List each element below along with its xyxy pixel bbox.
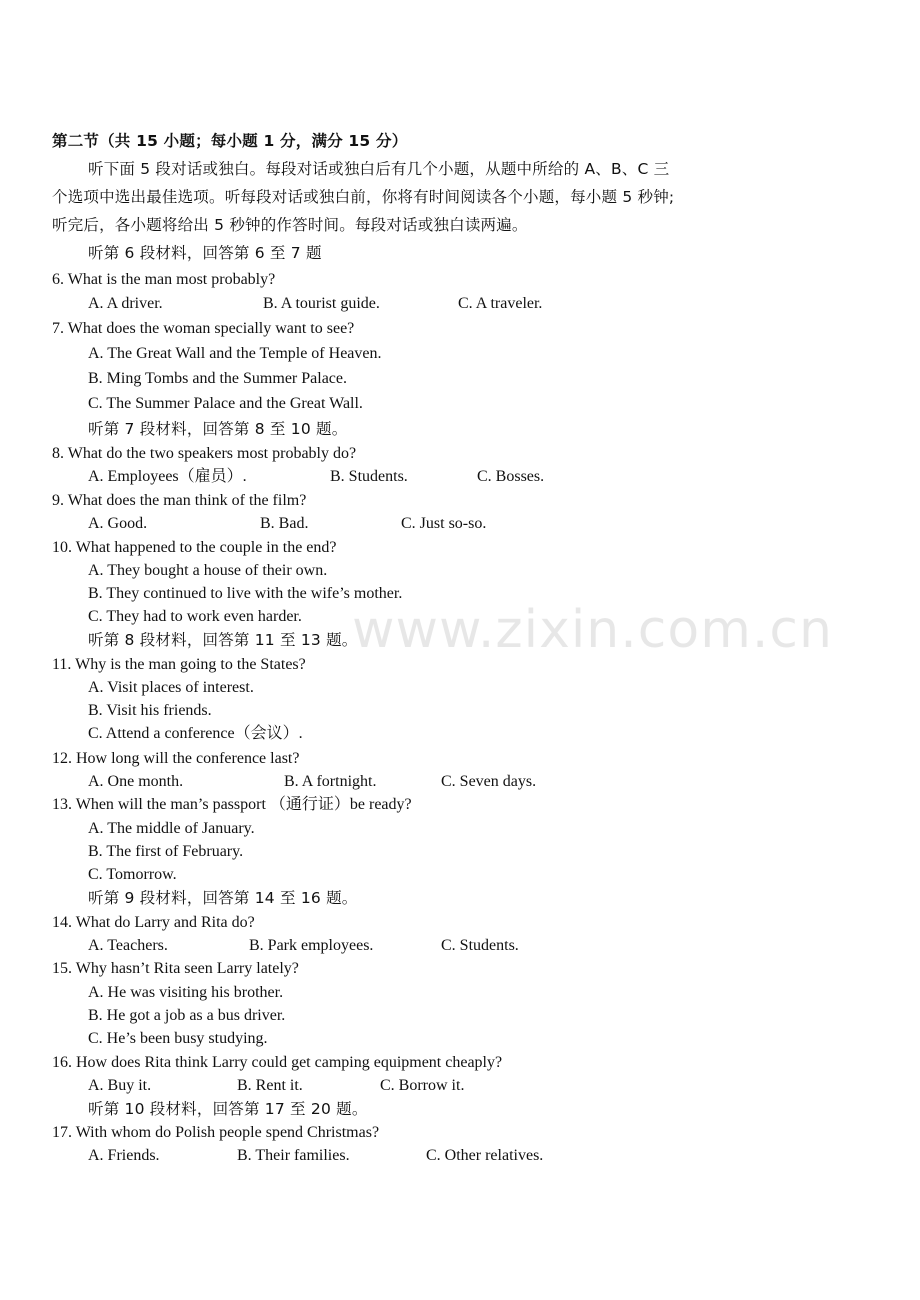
instructions-line-1: 听下面 5 段对话或独白。每段对话或独白后有几个小题，从题中所给的 A、B、C 三 xyxy=(88,160,670,178)
option-b: B. Students. xyxy=(330,468,408,485)
question-text: 15. Why hasn’t Rita seen Larry lately? xyxy=(52,960,299,977)
option-c: C. Students. xyxy=(441,937,519,954)
material-header: 听第 8 段材料，回答第 11 至 13 题。 xyxy=(88,631,358,649)
option-b: B. They continued to live with the wife’s mother. xyxy=(88,585,403,602)
question-text: 17. With whom do Polish people spend Christmas? xyxy=(52,1124,380,1141)
option-b: B. Ming Tombs and the Summer Palace. xyxy=(88,370,347,387)
option-c: C. Just so-so. xyxy=(401,515,487,532)
option-c: C. Other relatives. xyxy=(426,1147,544,1164)
question-text: 14. What do Larry and Rita do? xyxy=(52,914,255,931)
question-text: 8. What do the two speakers most probably do? xyxy=(52,445,357,462)
watermark: www.zixin.com.cn xyxy=(352,600,833,660)
question-text: 10. What happened to the couple in the end? xyxy=(52,539,337,556)
option-c: C. The Summer Palace and the Great Wall. xyxy=(88,395,363,412)
option-b: B. He got a job as a bus driver. xyxy=(88,1007,286,1024)
option-c: C. Tomorrow. xyxy=(88,866,177,883)
option-c: C. They had to work even harder. xyxy=(88,608,302,625)
option-c: C. Seven days. xyxy=(441,773,537,790)
option-a: A. A driver. xyxy=(88,295,163,312)
section-heading: 第二节（共 15 小题；每小题 1 分，满分 15 分） xyxy=(52,132,408,150)
instructions-line-3: 听完后，各小题将给出 5 秒钟的作答时间。每段对话或独白读两遍。 xyxy=(52,216,528,234)
option-a: A. Buy it. xyxy=(88,1077,152,1094)
option-b: B. Visit his friends. xyxy=(88,702,212,719)
option-b: B. Rent it. xyxy=(237,1077,303,1094)
question-text: 12. How long will the conference last? xyxy=(52,750,300,767)
material-header: 听第 6 段材料，回答第 6 至 7 题 xyxy=(88,244,322,262)
option-b: B. Bad. xyxy=(260,515,309,532)
option-a: A. The middle of January. xyxy=(88,820,255,837)
option-a: A. He was visiting his brother. xyxy=(88,984,284,1001)
option-a: A. One month. xyxy=(88,773,184,790)
option-a: A. Visit places of interest. xyxy=(88,679,254,696)
option-a: A. The Great Wall and the Temple of Heaven. xyxy=(88,345,382,362)
option-b: B. Park employees. xyxy=(249,937,374,954)
option-a: A. Good. xyxy=(88,515,148,532)
option-c: C. Borrow it. xyxy=(380,1077,465,1094)
material-header: 听第 9 段材料，回答第 14 至 16 题。 xyxy=(88,889,358,907)
instructions-line-2: 个选项中选出最佳选项。听每段对话或独白前，你将有时间阅读各个小题，每小题 5 秒钟; xyxy=(52,188,675,206)
question-text: 16. How does Rita think Larry could get camping equipment cheaply? xyxy=(52,1054,503,1071)
option-b: B. The first of February. xyxy=(88,843,244,860)
option-a: A. Employees（雇员）. xyxy=(88,468,247,485)
question-text: 7. What does the woman specially want to see? xyxy=(52,320,355,337)
option-c: C. He’s been busy studying. xyxy=(88,1030,268,1047)
option-c: C. A traveler. xyxy=(458,295,543,312)
question-text: 11. Why is the man going to the States? xyxy=(52,656,306,673)
question-text: 6. What is the man most probably? xyxy=(52,271,276,288)
option-b: B. A tourist guide. xyxy=(263,295,380,312)
material-header: 听第 7 段材料，回答第 8 至 10 题。 xyxy=(88,420,348,438)
option-b: B. Their families. xyxy=(237,1147,350,1164)
option-b: B. A fortnight. xyxy=(284,773,377,790)
option-a: A. They bought a house of their own. xyxy=(88,562,328,579)
question-text: 9. What does the man think of the film? xyxy=(52,492,307,509)
option-a: A. Teachers. xyxy=(88,937,168,954)
question-text: 13. When will the man’s passport （通行证）be ready? xyxy=(52,796,412,813)
material-header: 听第 10 段材料，回答第 17 至 20 题。 xyxy=(88,1100,368,1118)
option-a: A. Friends. xyxy=(88,1147,160,1164)
option-c: C. Bosses. xyxy=(477,468,545,485)
option-c: C. Attend a conference（会议）. xyxy=(88,725,303,742)
